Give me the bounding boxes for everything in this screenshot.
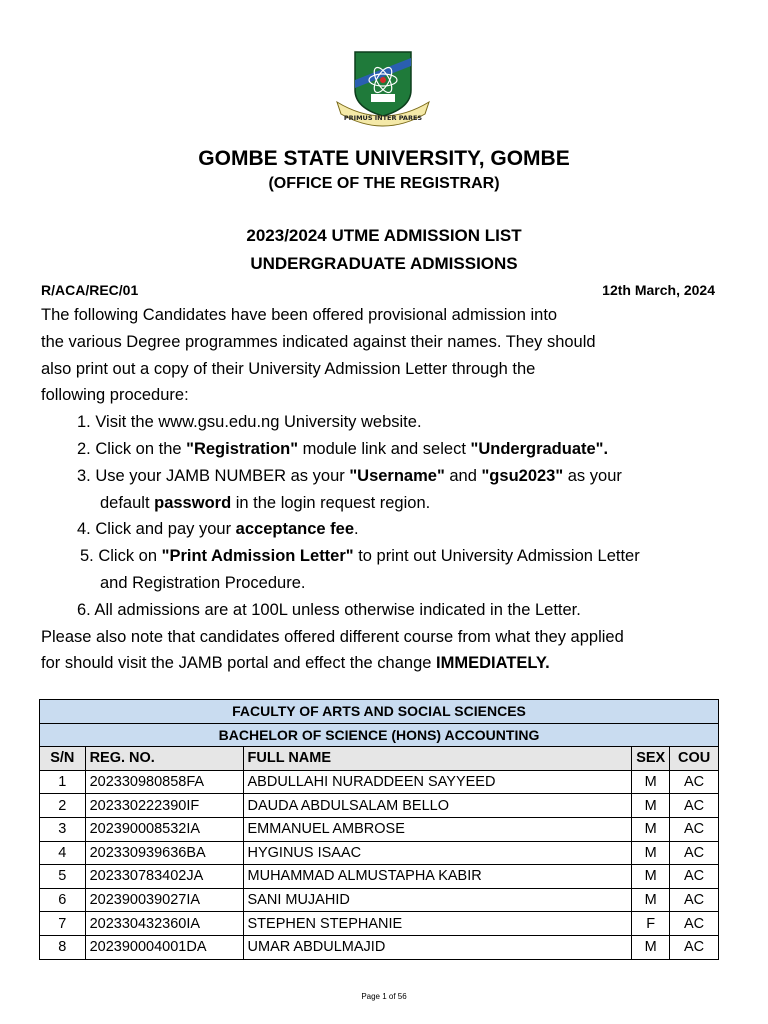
table-row: 3 202390008532IA EMMANUEL AMBROSE M AC <box>40 817 719 841</box>
reference-number: R/ACA/REC/01 <box>41 282 139 298</box>
step-3-continued: default password in the login request region. <box>100 493 431 512</box>
intro-line: the various Degree programmes indicated against their names. They should <box>41 332 596 351</box>
table-row: 5 202330783402JA MUHAMMAD ALMUSTAPHA KABIR M AC <box>40 865 719 889</box>
step-6: 6. All admissions are at 100L unless otherwise indicated in the Letter. <box>77 600 581 619</box>
step-1: 1. Visit the www.gsu.edu.ng University website. <box>77 413 422 432</box>
svg-text:PRIMUS INTER PARES: PRIMUS INTER PARES <box>343 114 423 122</box>
step-5-continued: and Registration Procedure. <box>100 573 306 592</box>
step-5: 5. Click on "Print Admission Letter" to print out University Admission Letter <box>80 547 640 566</box>
admission-table <box>39 699 719 960</box>
note-line: for should visit the JAMB portal and effect the change IMMEDIATELY. <box>41 654 550 673</box>
instructions <box>41 302 731 677</box>
step-4: 4. Click and pay your acceptance fee. <box>77 520 359 539</box>
col-name: FULL NAME <box>243 747 632 771</box>
programme-name: BACHELOR OF SCIENCE (HONS) ACCOUNTING <box>40 723 719 747</box>
list-title: 2023/2024 UTME ADMISSION LIST <box>246 226 522 245</box>
page-number: Page 1 of 56 <box>361 992 407 1001</box>
note-line: Please also note that candidates offered different course from what they applied <box>41 627 624 646</box>
col-reg: REG. NO. <box>85 747 243 771</box>
faculty-row <box>40 700 719 724</box>
university-name: GOMBE STATE UNIVERSITY, GOMBE <box>198 147 570 170</box>
col-cou: COU <box>670 747 719 771</box>
faculty-name: FACULTY OF ARTS AND SOCIAL SCIENCES <box>40 700 719 724</box>
table-row: 7 202330432360IA STEPHEN STEPHANIE F AC <box>40 912 719 936</box>
table-row: 1 202330980858FA ABDULLAHI NURADDEEN SAYYEED M AC <box>40 770 719 794</box>
reference-line <box>41 282 715 298</box>
office-name: (OFFICE OF THE REGISTRAR) <box>268 175 500 192</box>
intro-line: also print out a copy of their University Admission Letter through the <box>41 359 536 378</box>
university-crest-logo <box>333 50 433 128</box>
table-row: 4 202330939636BA HYGINUS ISAAC M AC <box>40 841 719 865</box>
step-2: 2. Click on the "Registration" module link and select "Undergraduate". <box>77 439 609 458</box>
document-date: 12th March, 2024 <box>602 282 715 298</box>
col-sex: SEX <box>632 747 670 771</box>
list-subtitle: UNDERGRADUATE ADMISSIONS <box>250 254 518 273</box>
step-3: 3. Use your JAMB NUMBER as your "Username" and "gsu2023" as your <box>77 466 622 485</box>
programme-row <box>40 723 719 747</box>
intro-line: following procedure: <box>41 386 189 405</box>
intro-line: The following Candidates have been offered provisional admission into <box>41 306 558 324</box>
col-sn: S/N <box>40 747 86 771</box>
table-row: 2 202330222390IF DAUDA ABDULSALAM BELLO M AC <box>40 794 719 818</box>
table-row: 8 202390004001DA UMAR ABDULMAJID M AC <box>40 935 719 959</box>
table-header <box>40 747 719 771</box>
table-row: 6 202390039027IA SANI MUJAHID M AC <box>40 888 719 912</box>
